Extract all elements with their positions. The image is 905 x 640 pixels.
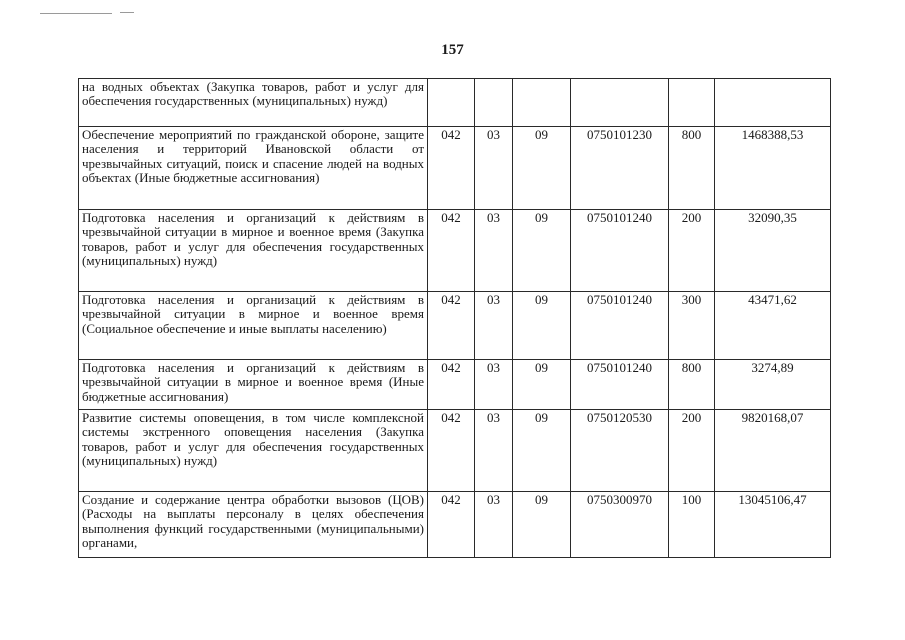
row-description: Развитие системы оповещения, в том числе комплексной системы экстренного оповещения населения (Закупка товаров, работ и услуг для обеспечения государственных (муниципальных) нужд) bbox=[79, 410, 428, 492]
section-code: 03 bbox=[475, 410, 513, 492]
target-article-code: 0750120530 bbox=[571, 410, 669, 492]
table-row bbox=[79, 292, 831, 360]
section-code: 03 bbox=[475, 127, 513, 210]
amount: 43471,62 bbox=[715, 292, 831, 360]
amount: 32090,35 bbox=[715, 210, 831, 292]
ministry-code: 042 bbox=[428, 492, 475, 558]
amount bbox=[715, 79, 831, 127]
row-description: Подготовка населения и организаций к действиям в чрезвычайной ситуации в мирное и военное время (Социальное обеспечение и иные выплаты населению) bbox=[79, 292, 428, 360]
expense-type-code: 800 bbox=[669, 127, 715, 210]
ministry-code: 042 bbox=[428, 410, 475, 492]
target-article-code: 0750101230 bbox=[571, 127, 669, 210]
table-row bbox=[79, 410, 831, 492]
ministry-code: 042 bbox=[428, 292, 475, 360]
page-number: 157 bbox=[441, 42, 464, 58]
expense-type-code: 800 bbox=[669, 360, 715, 410]
table-row bbox=[79, 492, 831, 558]
target-article-code: 0750101240 bbox=[571, 210, 669, 292]
table-row bbox=[79, 127, 831, 210]
amount: 9820168,07 bbox=[715, 410, 831, 492]
subsection-code: 09 bbox=[513, 492, 571, 558]
row-description: Подготовка населения и организаций к действиям в чрезвычайной ситуации в мирное и военное время (Закупка товаров, работ и услуг для обеспечения государственных (муниципальных) нужд) bbox=[79, 210, 428, 292]
amount: 13045106,47 bbox=[715, 492, 831, 558]
table-row bbox=[79, 210, 831, 292]
section-code: 03 bbox=[475, 292, 513, 360]
table-row bbox=[79, 79, 831, 127]
subsection-code: 09 bbox=[513, 292, 571, 360]
table-row bbox=[79, 360, 831, 410]
expense-type-code bbox=[669, 79, 715, 127]
subsection-code: 09 bbox=[513, 210, 571, 292]
subsection-code: 09 bbox=[513, 360, 571, 410]
target-article-code: 0750300970 bbox=[571, 492, 669, 558]
expense-type-code: 200 bbox=[669, 210, 715, 292]
section-code bbox=[475, 79, 513, 127]
row-description: Подготовка населения и организаций к действиям в чрезвычайной ситуации в мирное и военное время (Иные бюджетные ассигнования) bbox=[79, 360, 428, 410]
scan-artifact-line bbox=[40, 13, 112, 14]
row-description: Обеспечение мероприятий по гражданской обороне, защите населения и территорий Ивановской области от чрезвычайных ситуаций, поиск и спасение людей на водных объектах (Иные бюджетные ассигнования) bbox=[79, 127, 428, 210]
target-article-code: 0750101240 bbox=[571, 292, 669, 360]
budget-table bbox=[78, 78, 831, 558]
subsection-code: 09 bbox=[513, 127, 571, 210]
ministry-code bbox=[428, 79, 475, 127]
expense-type-code: 200 bbox=[669, 410, 715, 492]
target-article-code: 0750101240 bbox=[571, 360, 669, 410]
section-code: 03 bbox=[475, 360, 513, 410]
expense-type-code: 100 bbox=[669, 492, 715, 558]
target-article-code bbox=[571, 79, 669, 127]
expense-type-code: 300 bbox=[669, 292, 715, 360]
subsection-code bbox=[513, 79, 571, 127]
section-code: 03 bbox=[475, 210, 513, 292]
row-description: Создание и содержание центра обработки вызовов (ЦОВ) (Расходы на выплаты персоналу в целях обеспечения выполнения функций государственными (муниципальными) органами, bbox=[79, 492, 428, 558]
ministry-code: 042 bbox=[428, 127, 475, 210]
subsection-code: 09 bbox=[513, 410, 571, 492]
ministry-code: 042 bbox=[428, 210, 475, 292]
amount: 1468388,53 bbox=[715, 127, 831, 210]
amount: 3274,89 bbox=[715, 360, 831, 410]
section-code: 03 bbox=[475, 492, 513, 558]
ministry-code: 042 bbox=[428, 360, 475, 410]
scan-artifact-line bbox=[120, 12, 134, 13]
row-description: на водных объектах (Закупка товаров, работ и услуг для обеспечения государственных (муниципальных) нужд) bbox=[79, 79, 428, 127]
